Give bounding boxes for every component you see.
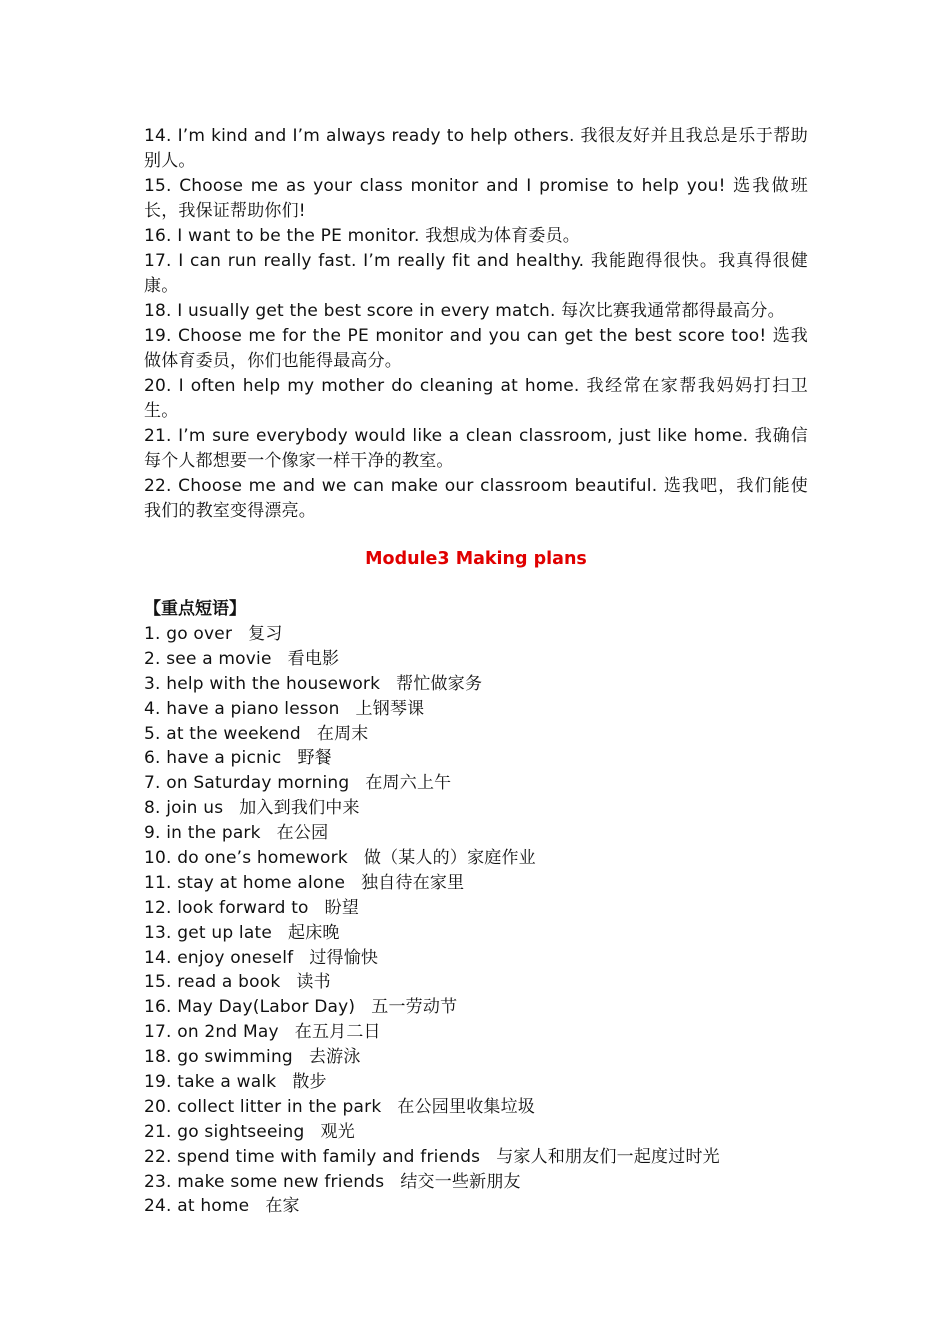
phrase-english: 24. at home [144,1196,250,1217]
module-title: Module3 Making plans [365,549,587,569]
phrase-chinese: 看电影 [287,648,340,669]
phrase-chinese: 起床晚 [288,922,340,943]
phrase-english: 7. on Saturday morning [144,773,350,794]
phrase-english: 2. see a movie [144,648,272,669]
document-page [144,124,808,1219]
phrase-item [144,821,808,846]
phrase-item [144,796,808,821]
phrase-english: 11. stay at home alone [144,872,346,893]
sentence-item: 15. Choose me as your class monitor and I promise to help you! 选我做班长，我保证帮助你们! [144,176,808,221]
phrase-item [144,622,808,647]
phrase-item [144,1120,808,1145]
phrase-chinese: 做（某人的）家庭作业 [363,848,536,869]
phrase-english: 8. join us [144,798,224,819]
sentence-item: 17. I can run really fast. I’m really fit and healthy. 我能跑得很快。我真得很健康。 [144,251,808,296]
phrase-chinese: 野餐 [297,748,332,769]
phrase-chinese: 独自待在家里 [361,872,465,893]
phrase-item [144,1194,808,1219]
phrase-chinese: 过得愉快 [309,947,379,968]
sentence-item: 21. I’m sure everybody would like a clean classroom, just like home. 我确信每个人都想要一个像家一样干净的教室。 [144,426,808,471]
phrase-item [144,1145,808,1170]
sentence-item: 22. Choose me and we can make our classroom beautiful. 选我吧，我们能使我们的教室变得漂亮。 [144,476,808,521]
phrase-english: 15. read a book [144,972,281,993]
sentence-item: 16. I want to be the PE monitor. 我想成为体育委员。 [144,226,581,246]
phrase-english: 16. May Day(Labor Day) [144,997,356,1018]
phrase-english: 18. go swimming [144,1047,293,1068]
phrase-chinese: 五一劳动节 [371,997,458,1018]
phrase-chinese: 在周末 [316,723,369,744]
sentence-item: 14. I’m kind and I’m always ready to help others. 我很友好并且我总是乐于帮助别人。 [144,126,808,171]
phrase-list [144,622,808,1219]
phrase-item [144,921,808,946]
phrase-english: 19. take a walk [144,1072,277,1093]
phrase-chinese: 散步 [292,1072,327,1093]
phrase-english: 22. spend time with family and friends [144,1146,481,1167]
phrase-item [144,1170,808,1195]
phrase-chinese: 在家 [265,1196,300,1217]
phrase-chinese: 盼望 [324,897,360,918]
sentence-list [144,124,808,524]
phrase-item [144,871,808,896]
phrase-english: 5. at the weekend [144,723,301,744]
phrase-item [144,647,808,672]
phrase-chinese: 上钢琴课 [355,698,425,719]
phrase-english: 13. get up late [144,922,272,943]
phrase-item [144,1070,808,1095]
phrase-chinese: 结交一些新朋友 [400,1171,521,1192]
phrase-chinese: 读书 [296,972,331,993]
phrase-english: 21. go sightseeing [144,1121,305,1142]
sentence-item: 20. I often help my mother do cleaning at home. 我经常在家帮我妈妈打扫卫生。 [144,376,808,421]
phrase-chinese: 在周六上午 [365,773,452,794]
phrase-item [144,846,808,871]
phrase-item [144,896,808,921]
phrase-item [144,1095,808,1120]
phrase-english: 14. enjoy oneself [144,947,294,968]
phrase-english: 1. go over [144,624,233,644]
phrase-chinese: 在五月二日 [294,1022,381,1043]
phrase-item [144,1045,808,1070]
phrase-chinese: 帮忙做家务 [396,673,483,694]
phrase-chinese: 去游泳 [308,1047,361,1068]
phrase-english: 12. look forward to [144,897,309,918]
phrase-english: 20. collect litter in the park [144,1096,382,1117]
phrase-chinese: 在公园里收集垃圾 [397,1096,535,1117]
phrase-chinese: 在公园 [276,823,329,844]
sentence-item: 19. Choose me for the PE monitor and you can get the best score too! 选我做体育委员，你们也能得最高分。 [144,326,808,371]
phrases-heading: 【重点短语】 [144,599,246,619]
phrase-item [144,970,808,995]
phrase-english: 6. have a picnic [144,748,282,769]
phrase-english: 23. make some new friends [144,1171,385,1192]
phrase-english: 4. have a piano lesson [144,698,340,719]
phrase-chinese: 复习 [248,624,283,644]
phrase-chinese: 与家人和朋友们一起度过时光 [496,1146,720,1167]
phrase-item [144,946,808,971]
phrase-item [144,672,808,697]
phrase-item [144,771,808,796]
phrase-english: 3. help with the housework [144,673,381,694]
phrase-english: 9. in the park [144,823,261,844]
phrase-item [144,722,808,747]
phrase-english: 17. on 2nd May [144,1022,279,1043]
phrase-item [144,697,808,722]
phrase-chinese: 加入到我们中来 [239,798,360,819]
phrase-item [144,746,808,771]
phrase-english: 10. do one’s homework [144,848,348,869]
phrase-chinese: 观光 [320,1121,355,1142]
sentence-item: 18. I usually get the best score in every match. 每次比赛我通常都得最高分。 [144,301,785,321]
phrase-item [144,1020,808,1045]
phrase-item [144,995,808,1020]
